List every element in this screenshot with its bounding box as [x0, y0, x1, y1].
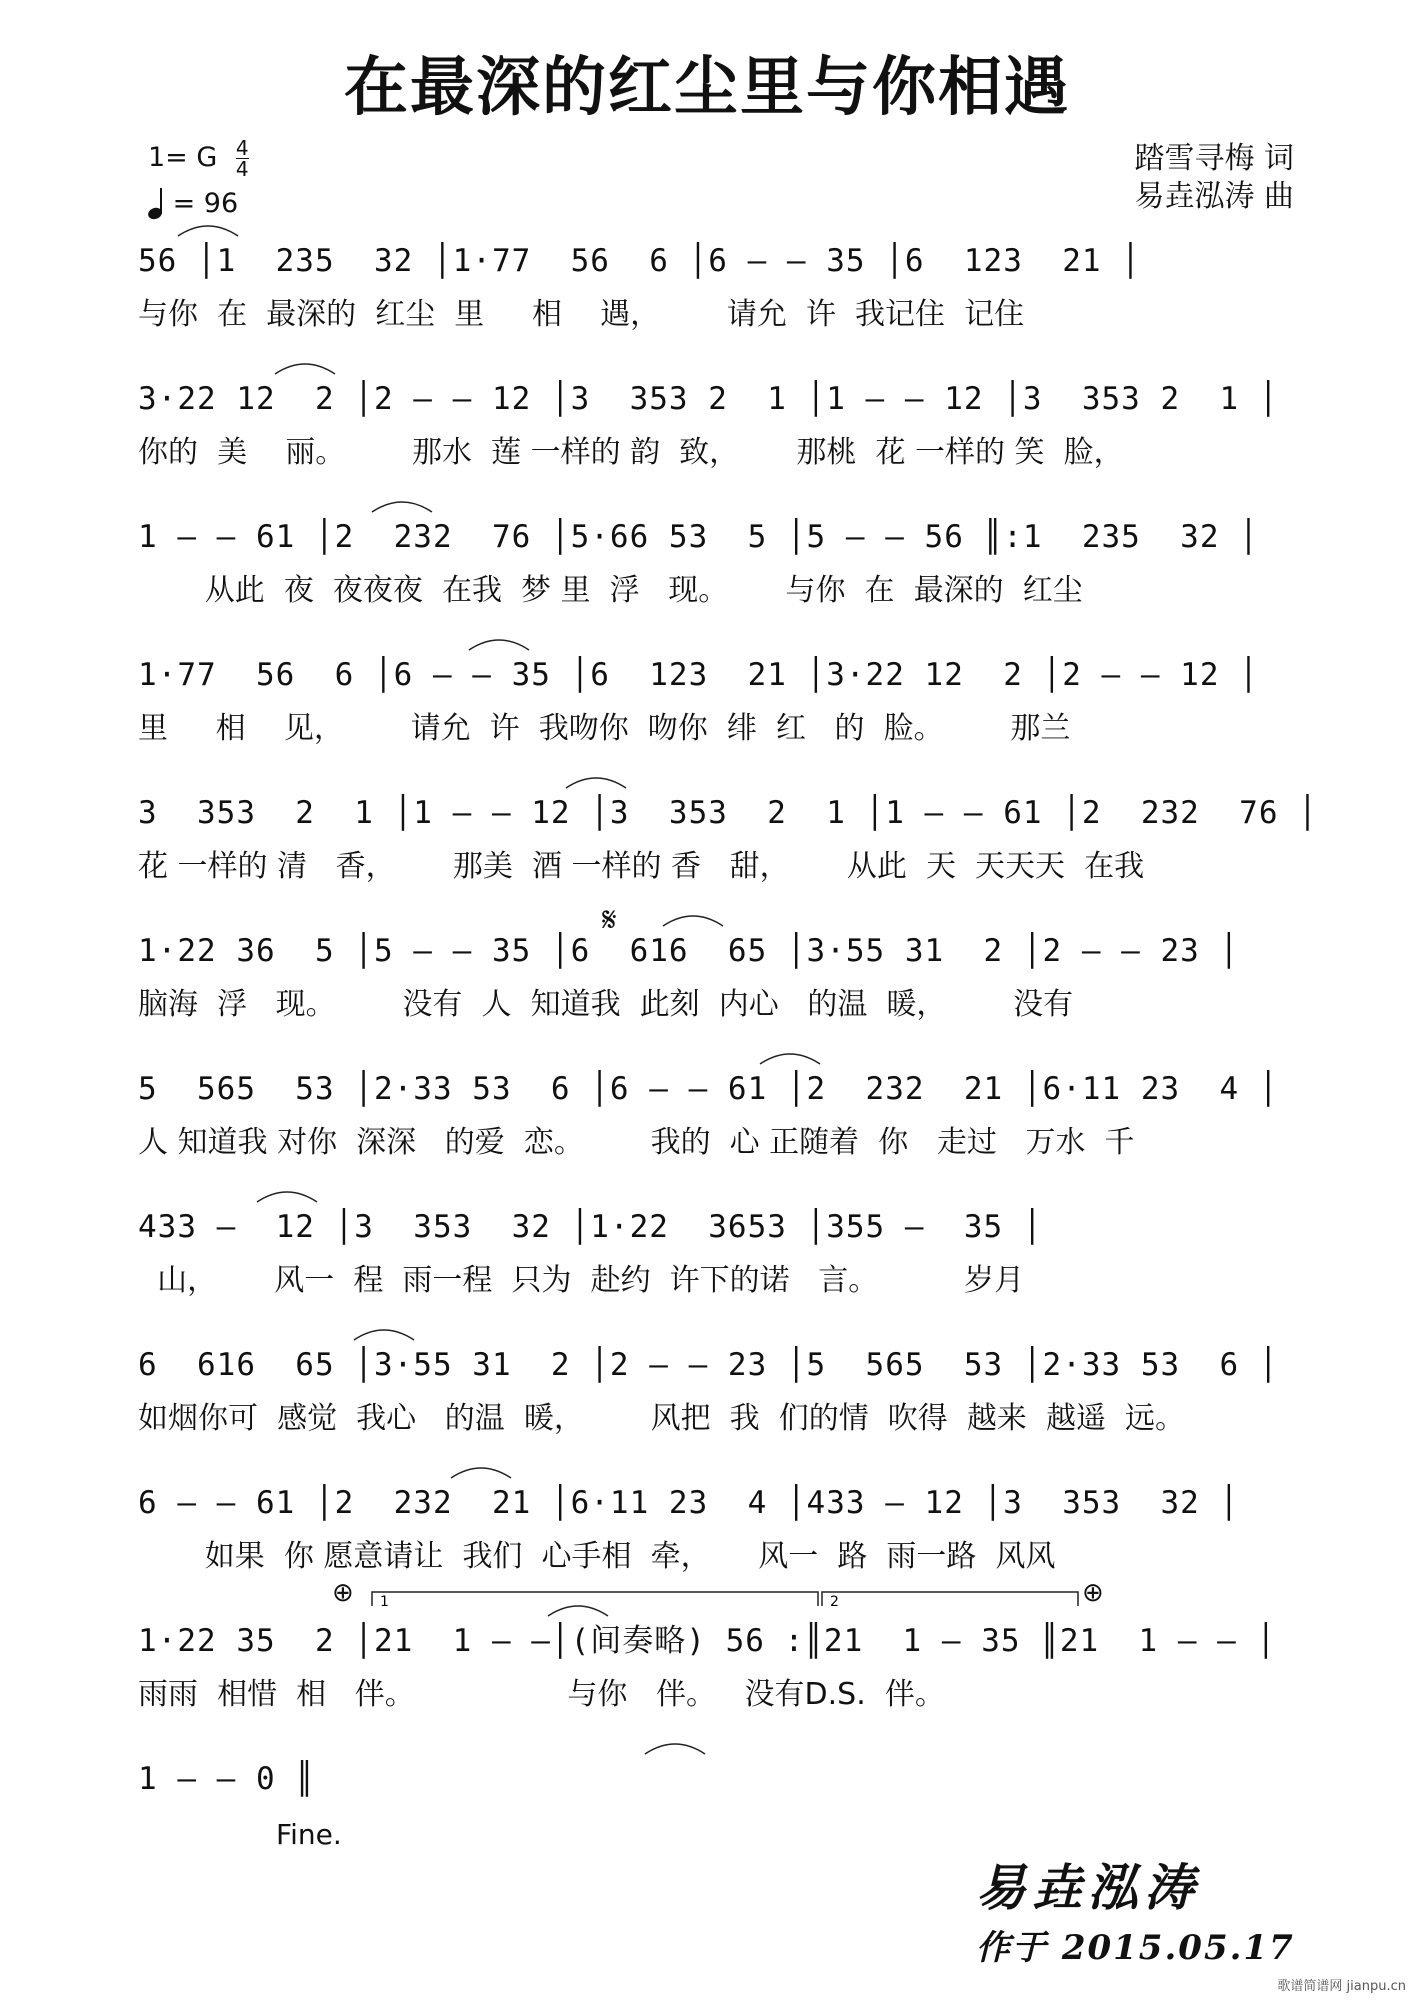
- lyrics-line: 花 一样的 清 香， 那美 酒 一样的 香 甜， 从此 天 天天天 在我: [138, 849, 1145, 884]
- notation-line: 1·77 56 6 │6 — — 35 │6 123 21 │3·22 12 2 │2 — — 12 │: [138, 657, 1259, 693]
- composer-signature: 易垚泓涛: [976, 1858, 1200, 1917]
- notation-line: 5 565 53 │2·33 53 6 │6 — — 61 │2 232 21 │6·11 23 4 │: [138, 1071, 1279, 1107]
- notation-line: 1·22 35 2 │21 1 — —│(间奏略) 56 :║21 1 — 35 ║21 1 — — │: [138, 1623, 1277, 1659]
- notation-line: 3 353 2 1 │1 — — 12 │3 353 2 1 │1 — — 61 │2 232 76 │: [138, 795, 1318, 831]
- fine-marking: Fine.: [276, 1818, 342, 1851]
- key-signature: [148, 138, 249, 179]
- lyrics-line: 人 知道我 对你 深深 的爱 恋。 我的 心 正随着 你 走过 万水 千: [138, 1125, 1135, 1160]
- tempo-value: = 96: [172, 188, 239, 219]
- lyrics-line: 你的 美 丽。 那水 莲 一样的 韵 致， 那桃 花 一样的 笑 脸，: [138, 435, 1124, 470]
- coda-icon: ⊕: [332, 1578, 354, 1608]
- site-watermark: 歌谱简谱网 jianpu.cn: [1277, 1979, 1406, 1994]
- time-signature-top: 4: [235, 136, 249, 160]
- lyrics-line: 雨雨 相惜 相 伴。 与你 伴。 没有D.S. 伴。: [138, 1677, 945, 1712]
- notation-line: 6 — — 61 │2 232 21 │6·11 23 4 │433 — 12 │3 353 32 │: [138, 1485, 1240, 1521]
- notation-line: 1·22 36 5 │5 — — 35 │6 616 65 │3·55 31 2 │2 — — 23 │: [138, 933, 1240, 969]
- lyrics-line: 与你 在 最深的 红尘 里 相 遇， 请允 许 我记住 记住: [138, 297, 1025, 332]
- lyrics-line: 从此 夜 夜夜夜 在我 梦 里 浮 现。 与你 在 最深的 红尘: [138, 573, 1083, 608]
- time-signature: [236, 138, 249, 179]
- volta-first-label: 1: [380, 1594, 389, 1610]
- notation-line: 1 — — 0 ║: [138, 1761, 315, 1797]
- credits: [1134, 140, 1294, 216]
- lyricist-credit: 踏雪寻梅 词: [1134, 141, 1294, 176]
- song-title: 在最深的红尘里与你相遇: [344, 51, 1070, 125]
- notation-line: 6 616 65 │3·55 31 2 │2 — — 23 │5 565 53 │2·33 53 6 │: [138, 1347, 1279, 1383]
- notation-line: 3·22 12 2 │2 — — 12 │3 353 2 1 │1 — — 12 │3 353 2 1 │: [138, 381, 1279, 417]
- composer-credit: 易垚泓涛 曲: [1134, 179, 1294, 214]
- coda-icon: ⊕: [1082, 1578, 1104, 1608]
- lyrics-line: 如烟你可 感觉 我心 的温 暖， 风把 我 们的情 吹得 越来 越遥 远。: [138, 1401, 1186, 1436]
- time-signature-bottom: 4: [235, 157, 249, 181]
- notation-line: 433 — 12 │3 353 32 │1·22 3653 │355 — 35 │: [138, 1209, 1043, 1245]
- lyrics-line: 如果 你 愿意请让 我们 心手相 牵， 风一 路 雨一路 风风: [138, 1539, 1056, 1574]
- lyrics-line: 里 相 见， 请允 许 我吻你 吻你 绯 红 的 脸。 那兰: [138, 711, 1071, 746]
- composition-date: 作于 2015.05.17: [976, 1928, 1295, 1968]
- lyrics-line: 山， 风一 程 雨一程 只为 赴约 许下的诺 言。 岁月: [138, 1263, 1025, 1298]
- segno-icon: 𝄋: [602, 900, 617, 940]
- notation-line: 56 │1 235 32 │1·77 56 6 │6 — — 35 │6 123 21 │: [138, 243, 1141, 279]
- notation-line: 1 — — 61 │2 232 76 │5·66 53 5 │5 — — 56 ║:1 235 32 │: [138, 519, 1259, 555]
- lyrics-line: 脑海 浮 现。 没有 人 知道我 此刻 内心 的温 暖， 没有: [138, 987, 1074, 1022]
- key-label: 1= G: [148, 142, 218, 173]
- volta-second-label: 2: [830, 1594, 839, 1610]
